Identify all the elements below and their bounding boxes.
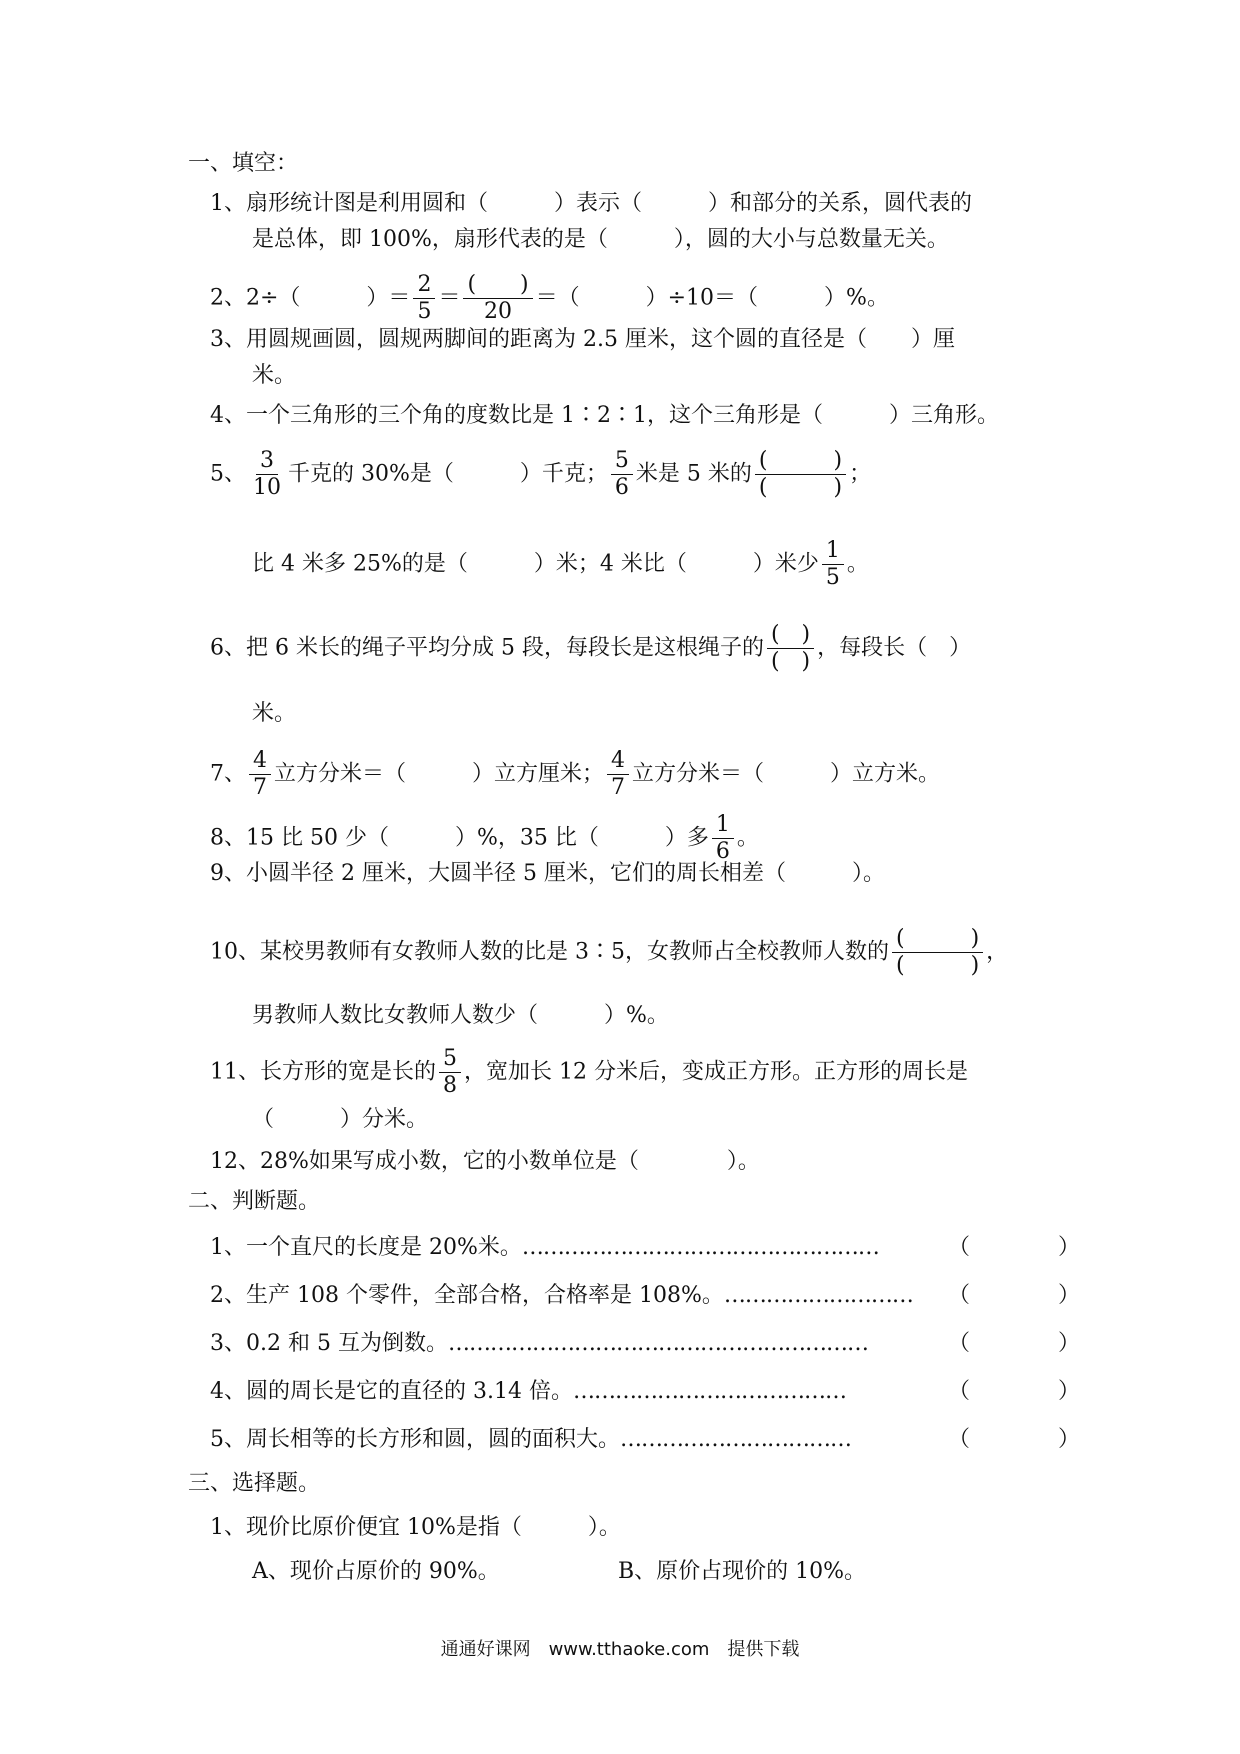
q5-fraction-2: [611, 448, 633, 501]
judge-4-dots: …………………………………: [572, 1379, 846, 1404]
q5-f1-denominator: 10: [253, 475, 281, 500]
judge-2-answer-paren: （ ）: [948, 1283, 1081, 1308]
judge-5-answer-paren: （ ）: [948, 1427, 1081, 1452]
section-1-heading: 一、填空：: [188, 151, 299, 176]
question-7: [210, 748, 940, 801]
judge-4-text: 4、圆的周长是它的直径的 3.14 倍。: [210, 1379, 573, 1404]
q7-fraction-1: [249, 748, 271, 801]
judge-item-3: [210, 1330, 868, 1358]
q5b-numerator: 1: [822, 538, 844, 565]
judge-2-dots: ………………………: [723, 1283, 913, 1308]
q7-end: 立方分米＝（ ）立方米。: [632, 761, 941, 787]
q7-f2-denominator: 7: [611, 775, 626, 800]
question-6: [210, 622, 971, 675]
q2-prefix: 2、2÷（ ）＝: [210, 285, 411, 311]
judge-item-5: [210, 1426, 851, 1454]
q6-text: 6、把 6 米长的绳子平均分成 5 段，每段长是这根绳子的: [210, 635, 764, 661]
q8-fraction: [712, 812, 734, 865]
q5-f2-numerator: 5: [611, 448, 633, 475]
q10-denominator: ( ): [895, 953, 980, 978]
judge-2-text: 2、生产 108 个零件，全部合格，合格率是 108%。: [210, 1283, 724, 1308]
question-3-line-1: 3、用圆规画圆，圆规两脚间的距离为 2.5 厘米，这个圆的直径是（ ）厘: [210, 327, 955, 352]
judge-item-1: [210, 1234, 879, 1262]
q7-fraction-2: [607, 748, 629, 801]
q8-denominator: 6: [715, 839, 730, 864]
question-10-line-2: 男教师人数比女教师人数少（ ）%。: [252, 1003, 669, 1028]
q5-f3-numerator: ( ): [755, 448, 846, 475]
q11-denominator: 8: [443, 1073, 457, 1098]
q7-f1-numerator: 4: [249, 748, 271, 775]
q10-numerator: ( ): [892, 926, 983, 953]
q5b-text: 比 4 米多 25%的是（ ）米；4 米比（ ）米少: [252, 551, 819, 577]
q2-f2-denominator: 20: [484, 299, 513, 324]
question-4: 4、一个三角形的三个角的度数比是 1∶2∶1，这个三角形是（ ）三角形。: [210, 403, 999, 428]
q2-suffix: ＝（ ）÷10＝（ ）%。: [535, 285, 889, 311]
q11-fraction: [439, 1046, 461, 1099]
judge-4-answer-paren: （ ）: [948, 1379, 1081, 1404]
judge-1-answer-paren: （ ）: [948, 1235, 1081, 1260]
q5-fraction-1: [249, 448, 285, 501]
judge-1-dots: ……………………………………………: [521, 1235, 879, 1260]
section-3-heading: 三、选择题。: [188, 1471, 321, 1496]
question-5-line-2: [252, 538, 869, 591]
judge-3-answer-paren: （ ）: [948, 1331, 1081, 1356]
q5-f1-numerator: 3: [256, 448, 278, 475]
q6-numerator: ( ): [767, 622, 814, 649]
q5b-denominator: 5: [825, 565, 840, 590]
q10-fraction: [892, 926, 983, 979]
question-2: [210, 272, 889, 325]
question-5: [210, 448, 871, 501]
q2-fraction-1: [413, 272, 435, 325]
question-11-line-2: （ ）分米。: [252, 1107, 429, 1132]
q7-f1-denominator: 7: [253, 775, 267, 800]
judge-5-dots: ……………………………: [620, 1427, 851, 1452]
q8-numerator: 1: [712, 812, 734, 839]
q2-fraction-2: [463, 272, 532, 325]
q5-text-1: 千克的 30%是（ ）千克；: [288, 461, 608, 487]
question-1-line-2: 是总体，即 100%，扇形代表的是（ ），圆的大小与总数量无关。: [252, 227, 949, 252]
q5-f3-denominator: ( ): [758, 475, 843, 500]
q11-end: ，宽加长 12 分米后，变成正方形。正方形的周长是: [464, 1059, 968, 1085]
q2-f1-numerator: 2: [413, 272, 435, 299]
q5-fraction-3: [755, 448, 846, 501]
q10-end: ，: [986, 939, 1009, 965]
q2-equals: ＝: [438, 285, 461, 311]
choice-option-b: B、原价占现价的 10%。: [618, 1559, 867, 1584]
question-8: [210, 812, 759, 865]
q5b-fraction: [822, 538, 844, 591]
q6-fraction: [767, 622, 814, 675]
q5-prefix: 5、: [210, 461, 246, 487]
choice-option-a: A、现价占原价的 90%。: [252, 1559, 500, 1584]
q11-text: 11、长方形的宽是长的: [210, 1059, 436, 1085]
q5-f2-denominator: 6: [614, 475, 629, 500]
q11-numerator: 5: [439, 1046, 461, 1073]
q7-prefix: 7、: [210, 761, 246, 787]
choice-question-1: 1、现价比原价便宜 10%是指（ ）。: [210, 1515, 621, 1540]
judge-3-text: 3、0.2 和 5 互为倒数。: [210, 1331, 448, 1356]
question-10: [210, 926, 1008, 979]
q6-end: ，每段长（ ）: [817, 635, 972, 661]
question-6-line-2: 米。: [252, 701, 297, 726]
judge-1-text: 1、一个直尺的长度是 20%米。: [210, 1235, 522, 1260]
q5-end: ；: [849, 461, 872, 487]
question-1-line-1: 1、扇形统计图是利用圆和（ ）表示（ ）和部分的关系，圆代表的: [210, 191, 972, 216]
judge-item-2: [210, 1282, 913, 1310]
q5b-end: 。: [846, 551, 869, 577]
q10-text: 10、某校男教师有女教师人数的比是 3∶5，女教师占全校教师人数的: [210, 939, 889, 965]
page-footer: 通通好课网 www.tthaoke.com 提供下载: [440, 1639, 800, 1660]
question-11: [210, 1046, 968, 1099]
judge-5-text: 5、周长相等的长方形和圆，圆的面积大。: [210, 1427, 620, 1452]
q8-end: 。: [736, 825, 759, 851]
judge-3-dots: ……………………………………………………: [447, 1331, 868, 1356]
section-2-heading: 二、判断题。: [188, 1189, 321, 1214]
q2-f1-denominator: 5: [417, 299, 432, 324]
question-12: 12、28%如果写成小数，它的小数单位是（ ）。: [210, 1149, 760, 1174]
question-9: 9、小圆半径 2 厘米，大圆半径 5 厘米，它们的周长相差（ ）。: [210, 861, 885, 886]
judge-item-4: [210, 1378, 846, 1406]
q7-f2-numerator: 4: [607, 748, 629, 775]
question-3-line-2: 米。: [252, 363, 297, 388]
q6-denominator: ( ): [770, 649, 811, 674]
q2-f2-numerator: ( ): [463, 272, 532, 299]
q7-text: 立方分米＝（ ）立方厘米；: [274, 761, 605, 787]
q5-text-2: 米是 5 米的: [635, 461, 752, 487]
q8-text: 8、15 比 50 少（ ）%，35 比（ ）多: [210, 825, 709, 851]
